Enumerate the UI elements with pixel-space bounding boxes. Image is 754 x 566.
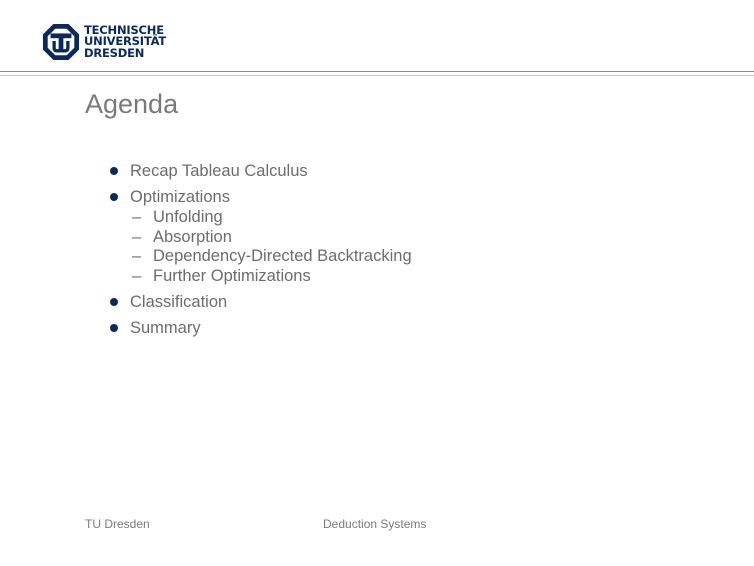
agenda-item-label: Summary: [130, 318, 201, 337]
tu-logo-icon: [42, 23, 80, 61]
dash-marker: –: [132, 208, 142, 226]
agenda-subitem-label: Further Optimizations: [153, 267, 311, 286]
agenda-sublist: [108, 208, 412, 287]
header-divider-secondary: [0, 75, 754, 76]
agenda-item-label: Optimizations: [130, 188, 230, 206]
agenda-item: [108, 317, 412, 339]
footer-institution: TU Dresden: [85, 517, 150, 531]
slide-title: Agenda: [85, 89, 179, 119]
agenda-subitem-label: Unfolding: [153, 208, 223, 226]
logo-line: UNIVERSITÄT: [84, 34, 167, 49]
agenda-subitem-label: Dependency-Directed Backtracking: [153, 247, 412, 266]
agenda-subitem: [108, 228, 412, 248]
agenda-item-label: Classification: [130, 292, 228, 311]
agenda-item-label: Recap Tableau Calculus: [130, 162, 308, 180]
logo-line: TECHNISCHE: [84, 22, 164, 37]
agenda-sublist-container: [108, 208, 412, 287]
agenda-subitem: [108, 208, 412, 228]
agenda-list: [108, 160, 412, 339]
agenda-subitem-label: Absorption: [153, 227, 232, 246]
agenda-subitem: [108, 267, 412, 287]
header-divider: [0, 71, 754, 72]
agenda-item: [108, 291, 412, 313]
logo-wordmark: [84, 22, 167, 60]
dash-marker: –: [132, 267, 142, 286]
bullet-icon: [110, 298, 118, 306]
bullet-icon: [110, 193, 118, 201]
dash-marker: –: [132, 227, 142, 246]
agenda-subitem: [108, 247, 412, 267]
bullet-icon: [110, 167, 118, 175]
logo-line: DRESDEN: [84, 45, 145, 60]
agenda-item: [108, 186, 412, 208]
university-logo: [42, 23, 166, 61]
agenda-item: [108, 160, 412, 182]
dash-marker: –: [132, 247, 142, 266]
footer-course: Deduction Systems: [323, 517, 427, 531]
bullet-icon: [110, 324, 118, 332]
